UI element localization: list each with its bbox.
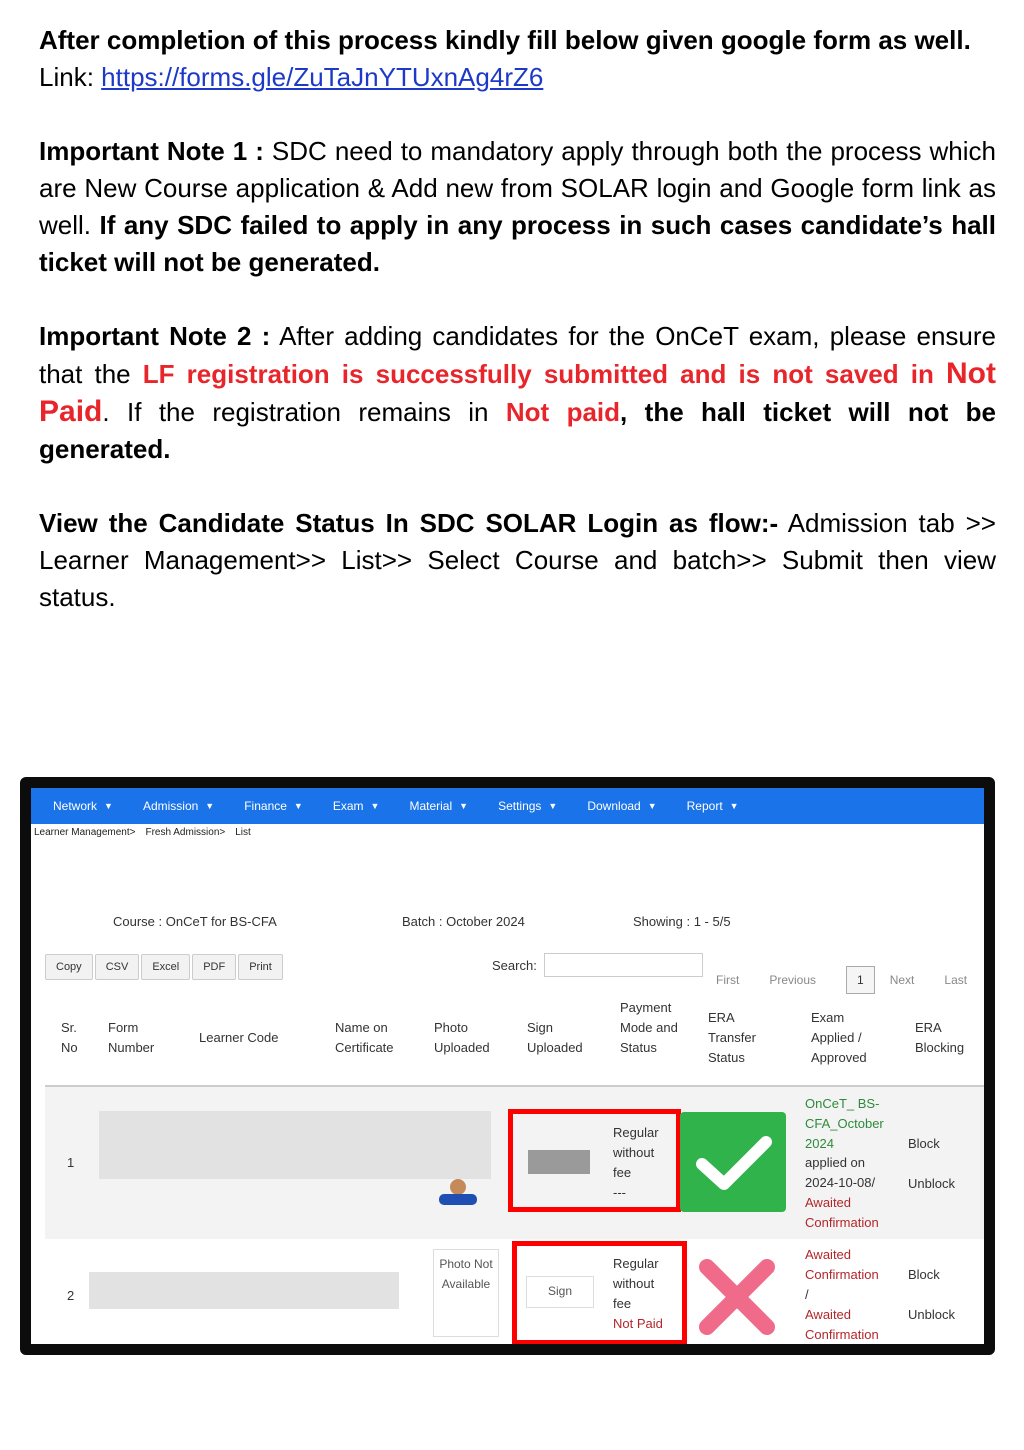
csv-button[interactable]: CSV <box>95 954 140 980</box>
important-note-1: Important Note 1 : SDC need to mandatory apply through both the process which are New Course application & Add new from SOLAR login and Google form link as well. If any SDC failed to apply in any process in such cases candidate’s hall ticket will not be generated. <box>39 136 997 277</box>
chevron-down-icon: ▼ <box>104 801 113 811</box>
batch-label: Batch : October 2024 <box>402 914 525 929</box>
row-1-unblock-button[interactable]: Unblock <box>908 1176 955 1191</box>
row-2-exam-separator: / <box>805 1287 809 1302</box>
row-1-exam-status: Awaited Confirmation <box>805 1195 879 1230</box>
header-payment-mode[interactable]: Payment Mode and Status <box>620 1000 678 1055</box>
row-1-block-button[interactable]: Block <box>908 1136 940 1151</box>
breadcrumb-list: List <box>235 827 251 838</box>
header-exam-applied[interactable]: Exam Applied / Approved <box>811 1010 867 1065</box>
row-1-exam-name: OnCeT_ BS-CFA_October 2024 <box>805 1096 884 1151</box>
header-photo-uploaded[interactable]: Photo Uploaded <box>434 1020 490 1055</box>
course-label: Course : OnCeT for BS-CFA <box>113 914 277 929</box>
row-1-payment-status: --- <box>613 1185 626 1200</box>
nav-admission[interactable]: Admission ▼ <box>142 799 215 813</box>
chevron-down-icon: ▼ <box>729 801 739 811</box>
pager-previous[interactable]: Previous <box>769 973 817 987</box>
header-learner-code[interactable]: Learner Code <box>199 1030 279 1045</box>
header-sr-no[interactable]: Sr. No <box>61 1020 78 1055</box>
nav-download[interactable]: Download ▼ <box>587 799 657 813</box>
header-name-on-certificate[interactable]: Name on Certificate <box>335 1020 394 1055</box>
header-form-number[interactable]: Form Number <box>108 1020 155 1055</box>
header-sign-uploaded[interactable]: Sign Uploaded <box>527 1020 583 1055</box>
pager-last[interactable]: Last <box>944 973 968 987</box>
top-navbar <box>31 788 984 824</box>
chevron-down-icon: ▼ <box>647 801 657 811</box>
search-input[interactable] <box>544 953 703 977</box>
breadcrumb <box>31 824 984 838</box>
important-note-2: Important Note 2 : After adding candidates for the OnCeT exam, please ensure that the LF registration is successfully submitted and is not saved in Not Paid. If the registration remains in Not paid, the hall ticket will not be generated. <box>39 321 997 464</box>
nav-report[interactable]: Report ▼ <box>686 799 739 813</box>
row-2-exam-top: Awaited Confirmation <box>805 1247 879 1282</box>
nav-exam[interactable]: Exam ▼ <box>332 799 380 813</box>
nav-network[interactable]: Network ▼ <box>53 799 113 813</box>
row-1-sr: 1 <box>67 1155 75 1170</box>
pager-first[interactable]: First <box>716 973 740 987</box>
signature-image <box>528 1150 590 1174</box>
chevron-down-icon: ▼ <box>459 801 469 811</box>
check-icon <box>680 1112 786 1212</box>
person-icon <box>433 1179 483 1205</box>
chevron-down-icon: ▼ <box>548 801 558 811</box>
copy-button[interactable]: Copy <box>45 954 93 980</box>
row-2-block-button[interactable]: Block <box>908 1267 940 1282</box>
solar-screenshot <box>20 777 995 1355</box>
nav-finance[interactable]: Finance ▼ <box>244 799 303 813</box>
row-2-unblock-button[interactable]: Unblock <box>908 1307 955 1322</box>
chevron-down-icon: ▼ <box>205 801 215 811</box>
document-body <box>39 22 996 616</box>
row-1-payment: Regular without fee <box>613 1125 659 1180</box>
export-buttons <box>45 954 285 980</box>
row-2-exam-bottom: Awaited Confirmation <box>805 1307 879 1342</box>
google-form-link[interactable]: https://forms.gle/ZuTaJnYTUxnAg4rZ6 <box>101 62 544 92</box>
print-button[interactable]: Print <box>238 954 283 980</box>
link-line: Link: https://forms.gle/ZuTaJnYTUxnAg4rZ6 <box>39 62 544 92</box>
header-era-blocking[interactable]: ERA Blocking <box>915 1020 965 1055</box>
redacted-learner-details <box>89 1272 399 1309</box>
pager-next[interactable]: Next <box>889 973 915 987</box>
excel-button[interactable]: Excel <box>141 954 190 980</box>
row-2-payment: Regular without fee <box>613 1256 659 1311</box>
learner-photo <box>433 1179 483 1205</box>
pdf-button[interactable]: PDF <box>192 954 236 980</box>
nav-settings[interactable]: Settings ▼ <box>498 799 558 813</box>
pager-current[interactable]: 1 <box>846 966 875 994</box>
redacted-learner-details <box>99 1111 491 1179</box>
breadcrumb-fresh-admission[interactable]: Fresh Admission> <box>145 827 226 838</box>
row-1-exam-applied: applied on 2024-10-08/ <box>805 1155 876 1190</box>
photo-not-available: Photo Not Available <box>433 1249 499 1337</box>
cross-icon <box>693 1253 781 1341</box>
sign-not-available: Sign <box>526 1276 594 1308</box>
chevron-down-icon: ▼ <box>370 801 380 811</box>
row-2-sr: 2 <box>67 1288 75 1303</box>
chevron-down-icon: ▼ <box>293 801 303 811</box>
intro-line: After completion of this process kindly fill below given google form as well. <box>39 25 971 55</box>
search-label: Search: <box>492 958 537 973</box>
showing-label: Showing : 1 - 5/5 <box>633 914 731 929</box>
nav-material[interactable]: Material ▼ <box>409 799 469 813</box>
breadcrumb-learner-management[interactable]: Learner Management> <box>34 827 136 838</box>
row-2-payment-status: Not Paid <box>613 1316 663 1331</box>
header-era-transfer[interactable]: ERA Transfer Status <box>708 1010 756 1065</box>
view-status-flow: View the Candidate Status In SDC SOLAR Login as flow:- Admission tab >> Learner Management>> List>> Select Course and batch>> Submit then view status. <box>39 508 996 612</box>
pagination <box>716 966 984 994</box>
